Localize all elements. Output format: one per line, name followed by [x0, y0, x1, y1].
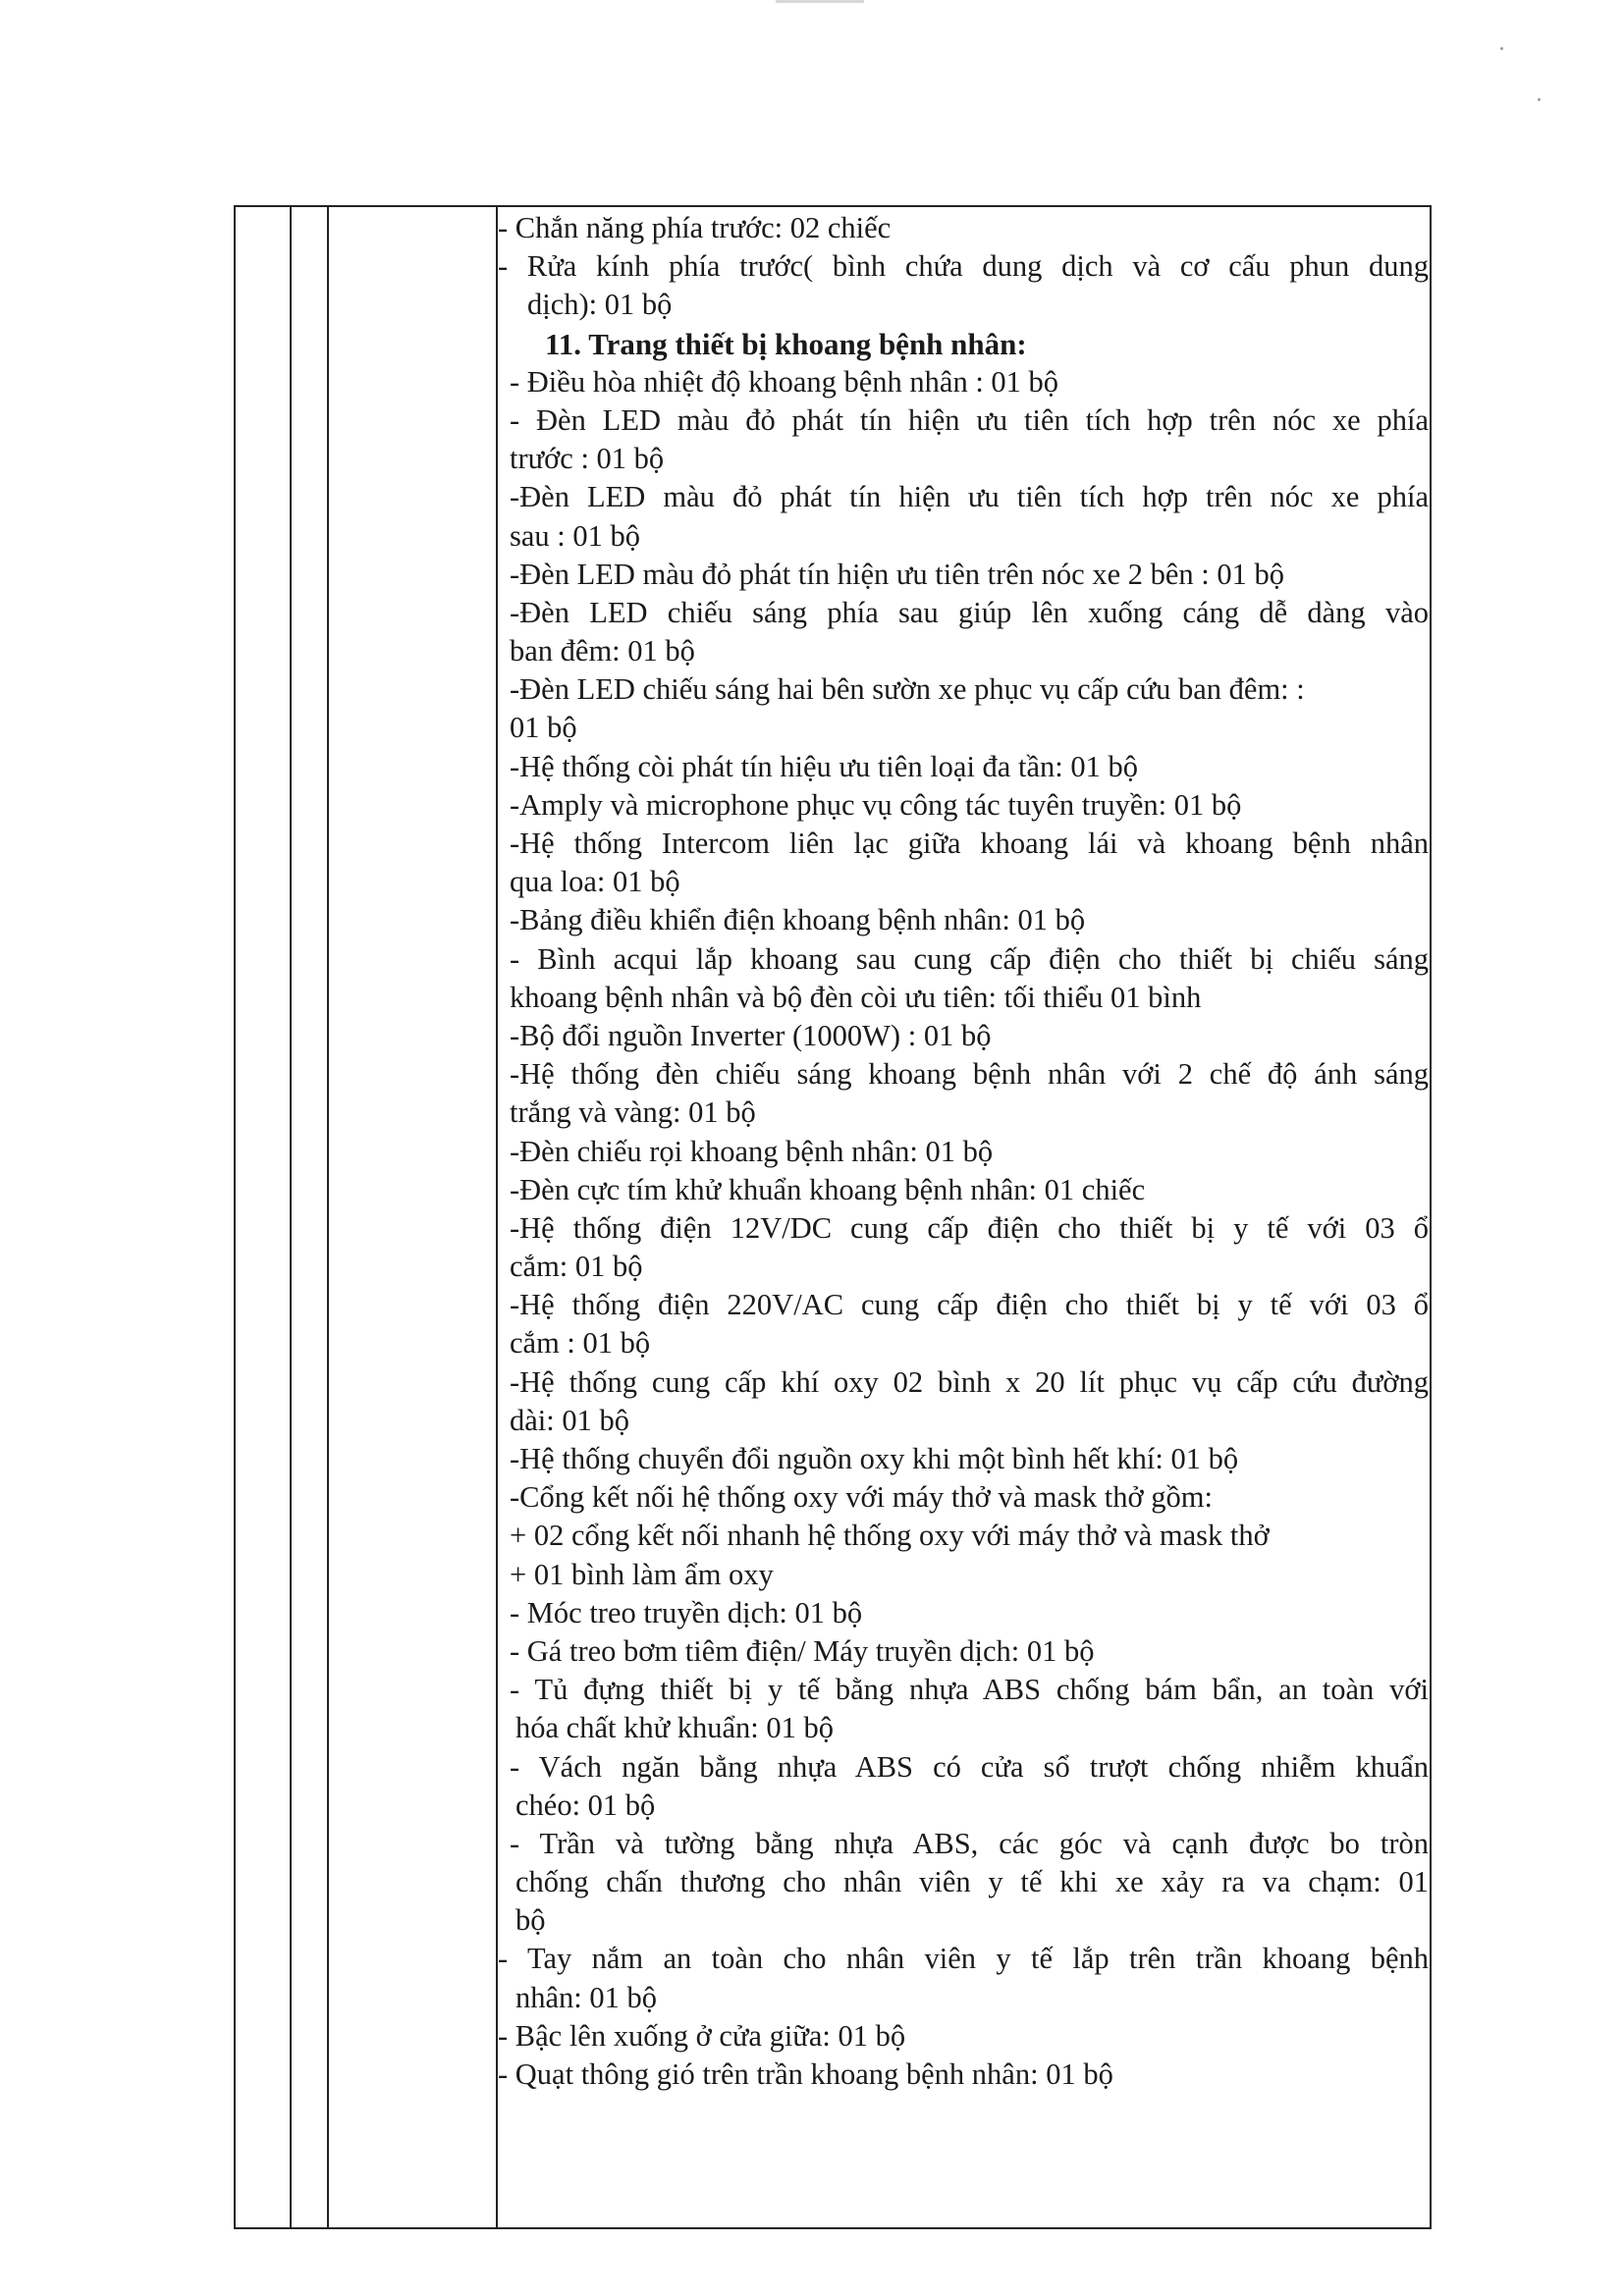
spec-line: bộ: [515, 1903, 546, 1938]
scan-edge-mark: [776, 0, 864, 3]
spec-line: chống chấn thương cho nhân viên y tế khi xe xảy ra va chạm: 01: [515, 1865, 1429, 1899]
spec-line: dài: 01 bộ: [510, 1403, 629, 1437]
spec-line: - Điều hòa nhiệt độ khoang bệnh nhân : 01 bộ: [510, 364, 1059, 399]
spec-line: -Hệ thống cung cấp khí oxy 02 bình x 20 lít phục vụ cấp cứu đường: [510, 1364, 1429, 1399]
spec-line: qua loa: 01 bộ: [510, 865, 680, 899]
spec-line: -Hệ thống điện 12V/DC cung cấp điện cho thiết bị y tế với 03 ổ: [510, 1210, 1429, 1245]
spec-line: -Đèn chiếu rọi khoang bệnh nhân: 01 bộ: [510, 1134, 994, 1168]
spec-line: -Đèn cực tím khử khuẩn khoang bệnh nhân: 01 chiếc: [510, 1172, 1146, 1206]
spec-line: - Vách ngăn bằng nhựa ABS có cửa sổ trượt chống nhiễm khuẩn: [510, 1749, 1429, 1784]
spec-line: -Đèn LED chiếu sáng phía sau giúp lên xuống cáng dễ dàng vào: [510, 595, 1429, 629]
spec-line: - Tủ đựng thiết bị y tế bằng nhựa ABS chống bám bẩn, an toàn với: [510, 1673, 1429, 1707]
spec-line: - Chắn năng phía trước: 02 chiếc: [498, 211, 892, 244]
specification-table: [234, 205, 1432, 2229]
spec-line: trắng và vàng: 01 bộ: [510, 1095, 756, 1130]
spec-line: -Hệ thống còi phát tín hiệu ưu tiên loại đa tần: 01 bộ: [510, 749, 1138, 783]
spec-line: -Đèn LED chiếu sáng hai bên sườn xe phục vụ cấp cứu ban đêm: :: [510, 672, 1305, 707]
spec-line: -Bộ đổi nguồn Inverter (1000W) : 01 bộ: [510, 1018, 992, 1052]
spec-line: - Quạt thông gió trên trần khoang bệnh nhân: 01 bộ: [498, 2057, 1113, 2091]
specification-cell: [498, 207, 1429, 2227]
spec-line: + 02 cổng kết nối nhanh hệ thống oxy với máy thở và mask thở: [510, 1519, 1270, 1553]
spec-line: - Rửa kính phía trước( bình chứa dung dịch và cơ cấu phun dung: [498, 249, 1429, 284]
spec-line: cắm : 01 bộ: [510, 1326, 651, 1361]
spec-line: hóa chất khử khuẩn: 01 bộ: [515, 1711, 835, 1745]
spec-line: - Bình acqui lắp khoang sau cung cấp điện cho thiết bị chiếu sáng: [510, 941, 1429, 976]
spec-line: -Amply và microphone phục vụ công tác tuyên truyền: 01 bộ: [510, 787, 1242, 822]
scan-speck: [1538, 98, 1541, 101]
scan-speck: [1500, 47, 1503, 50]
column-divider: [290, 207, 292, 2227]
spec-line: -Đèn LED màu đỏ phát tín hiện ưu tiên trên nóc xe 2 bên : 01 bộ: [510, 557, 1285, 591]
spec-line: - Đèn LED màu đỏ phát tín hiện ưu tiên tích hợp trên nóc xe phía: [510, 402, 1429, 437]
spec-line: -Hệ thống đèn chiếu sáng khoang bệnh nhân với 2 chế độ ánh sáng: [510, 1057, 1429, 1092]
spec-line: - Bậc lên xuống ở cửa giữa: 01 bộ: [498, 2018, 906, 2053]
section-heading: 11. Trang thiết bị khoang bệnh nhân:: [545, 326, 1027, 361]
spec-line: -Hệ thống chuyển đổi nguồn oxy khi một bình hết khí: 01 bộ: [510, 1442, 1239, 1475]
spec-line: nhân: 01 bộ: [515, 1980, 658, 2014]
spec-line: ban đêm: 01 bộ: [510, 634, 695, 668]
spec-line: - Gá treo bơm tiêm điện/ Máy truyền dịch: 01 bộ: [510, 1633, 1095, 1668]
spec-line: -Cổng kết nối hệ thống oxy với máy thở và mask thở gồm:: [510, 1480, 1213, 1515]
spec-line: -Hệ thống Intercom liên lạc giữa khoang lái và khoang bệnh nhân: [510, 827, 1429, 860]
spec-line: -Đèn LED màu đỏ phát tín hiện ưu tiên tích hợp trên nóc xe phía: [510, 480, 1429, 514]
spec-line: cắm: 01 bộ: [510, 1250, 643, 1284]
spec-line: -Bảng điều khiển điện khoang bệnh nhân: 01 bộ: [510, 903, 1086, 937]
spec-line: + 01 bình làm ẩm oxy: [510, 1557, 774, 1591]
spec-line: sau : 01 bộ: [510, 518, 641, 553]
spec-line: dịch): 01 bộ: [527, 288, 673, 322]
spec-line: - Móc treo truyền dịch: 01 bộ: [510, 1595, 863, 1629]
spec-line: 01 bộ: [510, 711, 577, 745]
spec-line: - Tay nắm an toàn cho nhân viên y tế lắp trên trần khoang bệnh: [498, 1942, 1429, 1976]
spec-line: trước : 01 bộ: [510, 442, 665, 476]
spec-line: chéo: 01 bộ: [515, 1788, 656, 1822]
spec-line: - Trần và tường bằng nhựa ABS, các góc và cạnh được bo tròn: [510, 1826, 1429, 1860]
column-divider: [327, 207, 329, 2227]
spec-line: khoang bệnh nhân và bộ đèn còi ưu tiên: tối thiểu 01 bình: [510, 980, 1202, 1014]
spec-line: -Hệ thống điện 220V/AC cung cấp điện cho thiết bị y tế với 03 ổ: [510, 1288, 1429, 1322]
